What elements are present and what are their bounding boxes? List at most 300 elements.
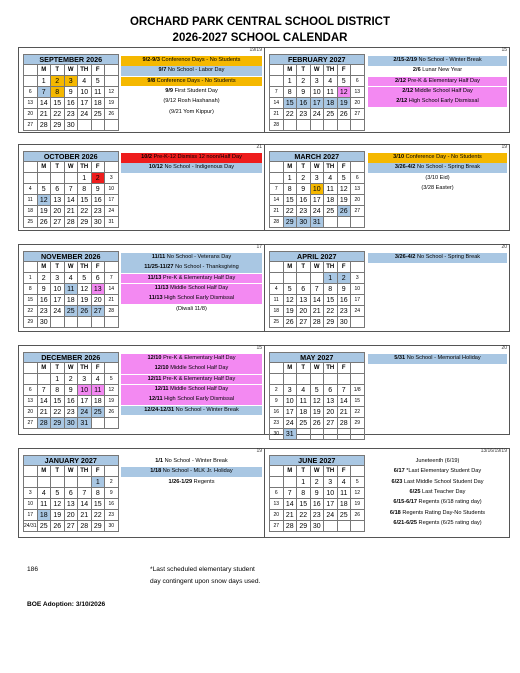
day-cell: 25 bbox=[37, 521, 51, 532]
day-cell: 16 bbox=[37, 295, 51, 306]
day-cell: 23 bbox=[297, 109, 311, 120]
day-cell: 5 bbox=[310, 385, 324, 396]
month-grid bbox=[23, 455, 119, 532]
day-cell: 26 bbox=[310, 418, 324, 429]
event-line bbox=[121, 294, 262, 304]
day-cell: 16 bbox=[64, 396, 78, 407]
day-cell: 3 bbox=[51, 273, 65, 284]
day-count: 13/16/19/19 bbox=[480, 448, 507, 454]
month-panel bbox=[19, 449, 264, 537]
day-cell: 24 bbox=[105, 206, 119, 217]
day-cell: 31 bbox=[105, 217, 119, 228]
day-cell bbox=[324, 429, 338, 440]
day-cell: 22 bbox=[91, 510, 105, 521]
footnote-line-1: *Last scheduled elementary student bbox=[150, 566, 255, 573]
event-line bbox=[368, 457, 507, 467]
day-cell: 5 bbox=[51, 488, 65, 499]
event-line bbox=[368, 253, 507, 263]
day-cell: 15 bbox=[351, 396, 365, 407]
day-cell bbox=[310, 429, 324, 440]
day-cell: 2 bbox=[337, 273, 351, 284]
event-text: Regents (6/25 rating day) bbox=[418, 519, 482, 526]
day-cell: 25 bbox=[337, 510, 351, 521]
day-cell: 29 bbox=[51, 120, 65, 131]
event-date: 3/26-4/2 bbox=[394, 254, 416, 260]
day-cell: 10 bbox=[51, 284, 65, 295]
day-cell: 19 bbox=[310, 407, 324, 418]
day-cell: 12 bbox=[351, 488, 365, 499]
day-cell: 8 bbox=[51, 87, 65, 98]
day-cell: 21 bbox=[283, 510, 297, 521]
weekday-header: TH bbox=[78, 162, 92, 173]
event-date: 3/10 bbox=[393, 154, 405, 160]
day-cell: 7 bbox=[78, 488, 92, 499]
day-cell bbox=[270, 477, 284, 488]
month-name: OCTOBER 2026 bbox=[24, 152, 119, 162]
day-cell: 11 bbox=[37, 499, 51, 510]
day-cell: 23 bbox=[64, 109, 78, 120]
day-cell bbox=[24, 173, 38, 184]
weekday-header: TH bbox=[324, 162, 338, 173]
event-text: Pre-K & Elementary Half Day bbox=[162, 274, 236, 281]
weekday-header: W bbox=[64, 65, 78, 76]
event-date: 2/12 bbox=[402, 87, 414, 94]
day-cell: 13 bbox=[270, 499, 284, 510]
day-cell: 20 bbox=[24, 109, 38, 120]
day-cell: 18 bbox=[337, 499, 351, 510]
day-cell: 3 bbox=[24, 488, 38, 499]
month-panel bbox=[265, 449, 509, 537]
day-cell: 16 bbox=[310, 499, 324, 510]
month-panel bbox=[265, 48, 509, 132]
month-panel bbox=[19, 145, 264, 230]
day-cell: 23 bbox=[297, 206, 311, 217]
weekday-header: W bbox=[310, 466, 324, 477]
day-cell: 18 bbox=[324, 98, 338, 109]
day-cell: 30 bbox=[64, 120, 78, 131]
day-cell: 21 bbox=[310, 306, 324, 317]
day-cell: 4 bbox=[91, 374, 105, 385]
event-line bbox=[368, 467, 507, 477]
event-text: Juneteenth (6/19) bbox=[415, 458, 460, 464]
day-cell: 1 bbox=[324, 273, 338, 284]
boe-adoption: BOE Adoption: 3/10/2026 bbox=[27, 601, 106, 608]
day-cell: 6 bbox=[51, 184, 65, 195]
event-line bbox=[121, 97, 262, 107]
day-cell: 9 bbox=[297, 184, 311, 195]
day-cell: 19 bbox=[105, 396, 119, 407]
day-cell bbox=[78, 120, 92, 131]
day-cell: 5 bbox=[337, 173, 351, 184]
event-text: Middle School Half Day bbox=[170, 365, 229, 372]
day-cell: 12 bbox=[337, 184, 351, 195]
event-date: 6/17 bbox=[393, 468, 405, 475]
event-date: 1/18 bbox=[150, 468, 162, 475]
event-line bbox=[368, 354, 507, 364]
day-cell bbox=[270, 374, 284, 385]
day-cell: 6 bbox=[91, 273, 105, 284]
day-cell: 28 bbox=[105, 306, 119, 317]
day-cell bbox=[324, 374, 338, 385]
day-cell: 13 bbox=[351, 184, 365, 195]
month-name: JANUARY 2027 bbox=[24, 456, 119, 466]
weekday-header: F bbox=[337, 162, 351, 173]
event-text: High School Early Dismissal bbox=[408, 98, 479, 105]
day-cell: 22 bbox=[297, 510, 311, 521]
day-cell: 2 bbox=[297, 76, 311, 87]
day-cell: 28 bbox=[64, 217, 78, 228]
event-date: 2/6 bbox=[412, 67, 421, 74]
day-cell: 9 bbox=[270, 396, 284, 407]
day-count: 21 bbox=[256, 144, 262, 150]
day-cell: 19 bbox=[337, 98, 351, 109]
day-count: 15 bbox=[501, 47, 507, 53]
event-text: Regents (6/18 rating day) bbox=[418, 499, 482, 506]
event-date: 9/7 bbox=[158, 67, 167, 74]
day-cell bbox=[64, 173, 78, 184]
day-cell: 4 bbox=[337, 477, 351, 488]
day-cell bbox=[51, 173, 65, 184]
day-cell: 23 bbox=[270, 418, 284, 429]
day-cell: 31 bbox=[310, 217, 324, 228]
event-date: 6/21-6/25 bbox=[393, 519, 417, 526]
day-cell bbox=[351, 374, 365, 385]
day-cell: 2 bbox=[105, 477, 119, 488]
day-count: 20 bbox=[501, 244, 507, 250]
day-cell: 25 bbox=[91, 407, 105, 418]
event-line bbox=[368, 56, 507, 66]
day-cell: 12 bbox=[105, 87, 119, 98]
day-cell: 24 bbox=[351, 306, 365, 317]
day-cell bbox=[91, 120, 105, 131]
day-cell: 18 bbox=[64, 295, 78, 306]
event-date: 6/18 bbox=[389, 509, 401, 516]
month-name: NOVEMBER 2026 bbox=[24, 252, 119, 262]
day-cell: 20 bbox=[24, 407, 38, 418]
day-cell: 19 bbox=[105, 98, 119, 109]
day-cell: 15 bbox=[297, 499, 311, 510]
calendar-row bbox=[18, 47, 510, 133]
day-cell: 30 bbox=[105, 521, 119, 532]
month-grid bbox=[269, 151, 365, 228]
day-cell: 4 bbox=[37, 488, 51, 499]
day-cell bbox=[283, 120, 297, 131]
day-cell: 4 bbox=[324, 76, 338, 87]
weekday-header: F bbox=[91, 162, 105, 173]
event-text: No School - Indigenous Day bbox=[164, 164, 235, 171]
event-text: (3/10 Eid) bbox=[425, 174, 450, 181]
calendar-row bbox=[18, 144, 510, 231]
month-grid bbox=[269, 54, 365, 131]
event-line bbox=[121, 467, 262, 477]
weekday-header: M bbox=[283, 262, 297, 273]
day-cell: 13 bbox=[24, 98, 38, 109]
weekday-header: W bbox=[310, 162, 324, 173]
day-cell: 17 bbox=[24, 510, 38, 521]
day-cell bbox=[24, 374, 38, 385]
day-cell: 26 bbox=[78, 306, 92, 317]
day-cell: 30 bbox=[37, 317, 51, 328]
day-cell: 13 bbox=[351, 87, 365, 98]
day-cell: 26 bbox=[51, 521, 65, 532]
day-cell: 6 bbox=[324, 385, 338, 396]
day-cell: 5 bbox=[337, 76, 351, 87]
event-text: Middle School Half Day bbox=[414, 87, 473, 94]
day-cell: 17 bbox=[51, 295, 65, 306]
day-cell: 30 bbox=[270, 429, 284, 440]
day-cell: 2 bbox=[37, 273, 51, 284]
event-date: 6/15-6/17 bbox=[393, 499, 417, 506]
day-cell: 22 bbox=[24, 306, 38, 317]
month-name: SEPTEMBER 2026 bbox=[24, 55, 119, 65]
event-date: 2/12 bbox=[395, 77, 406, 84]
day-cell: 14 bbox=[337, 396, 351, 407]
day-cell: 9 bbox=[64, 385, 78, 396]
day-cell: 15 bbox=[283, 98, 297, 109]
day-count: 15 bbox=[256, 345, 262, 351]
day-cell: 27 bbox=[297, 317, 311, 328]
day-cell: 29 bbox=[324, 317, 338, 328]
day-cell bbox=[310, 120, 324, 131]
day-cell: 16 bbox=[105, 499, 119, 510]
weekday-header: M bbox=[37, 262, 51, 273]
calendar-row bbox=[18, 244, 510, 332]
weekday-header: TH bbox=[78, 363, 92, 374]
day-cell: 13 bbox=[64, 499, 78, 510]
event-text: Last Middle School Student Day bbox=[403, 478, 484, 485]
event-date: 6/25 bbox=[409, 488, 421, 495]
event-text: No School - Winter Break bbox=[175, 406, 239, 413]
day-cell: 23 bbox=[37, 306, 51, 317]
weekday-header: W bbox=[310, 65, 324, 76]
footnote-line-2: day contingent upon snow days used. bbox=[150, 578, 261, 585]
event-text: Lunar New Year bbox=[422, 67, 463, 74]
day-cell: 5 bbox=[37, 184, 51, 195]
day-cell bbox=[297, 374, 311, 385]
day-cell: 21 bbox=[37, 109, 51, 120]
day-cell: 9 bbox=[91, 184, 105, 195]
event-line bbox=[121, 457, 262, 467]
weekday-header: TH bbox=[78, 65, 92, 76]
day-cell: 24 bbox=[310, 206, 324, 217]
weekday-header: TH bbox=[324, 363, 338, 374]
day-cell: 15 bbox=[91, 499, 105, 510]
event-text: High School Early Dismissal bbox=[164, 295, 235, 302]
day-cell bbox=[337, 217, 351, 228]
day-cell: 23 bbox=[91, 206, 105, 217]
day-cell: 12 bbox=[283, 295, 297, 306]
day-cell: 24 bbox=[283, 418, 297, 429]
day-cell: 17 bbox=[283, 407, 297, 418]
event-line bbox=[368, 163, 507, 173]
event-text: Pre-K & Elementary Half Day bbox=[162, 375, 236, 382]
day-count: 19 bbox=[256, 448, 262, 454]
event-text: (9/12 Rosh Hashanah) bbox=[163, 98, 220, 105]
event-date: 2/12 bbox=[396, 98, 408, 105]
day-cell bbox=[337, 120, 351, 131]
day-cell: 2 bbox=[64, 374, 78, 385]
day-cell: 30 bbox=[310, 521, 324, 532]
day-cell: 24 bbox=[324, 510, 338, 521]
day-cell: 3 bbox=[105, 173, 119, 184]
event-text: Conference Days - No Students bbox=[161, 57, 241, 63]
day-cell bbox=[78, 317, 92, 328]
day-cell: 19 bbox=[283, 306, 297, 317]
day-cell: 21 bbox=[105, 295, 119, 306]
day-cell: 1 bbox=[51, 374, 65, 385]
weekday-header: T bbox=[297, 262, 311, 273]
day-cell: 21 bbox=[64, 206, 78, 217]
day-cell: 24 bbox=[310, 109, 324, 120]
month-grid bbox=[269, 251, 365, 328]
event-text: No School - Winter Break bbox=[418, 57, 482, 63]
day-cell: 2 bbox=[51, 76, 65, 87]
day-cell: 19 bbox=[37, 206, 51, 217]
day-cell: 7 bbox=[283, 488, 297, 499]
event-text: No School - Thanksgiving bbox=[175, 264, 239, 271]
day-cell bbox=[283, 477, 297, 488]
day-cell: 13 bbox=[297, 295, 311, 306]
day-cell: 26 bbox=[337, 109, 351, 120]
day-cell: 1 bbox=[297, 477, 311, 488]
event-text: No School - Winter Break bbox=[164, 458, 228, 464]
weekday-header: T bbox=[51, 466, 65, 477]
day-cell: 6 bbox=[24, 385, 38, 396]
day-cell: 18 bbox=[270, 306, 284, 317]
weekday-header: T bbox=[51, 363, 65, 374]
day-cell bbox=[297, 429, 311, 440]
calendar-row bbox=[18, 448, 510, 538]
weekday-header: TH bbox=[324, 65, 338, 76]
day-cell: 10 bbox=[310, 184, 324, 195]
event-text: No School - Memorial Holiday bbox=[406, 355, 481, 361]
event-text: High School Early Dismissal bbox=[164, 396, 235, 403]
day-cell: 3 bbox=[283, 385, 297, 396]
day-cell: 2 bbox=[91, 173, 105, 184]
day-cell: 8 bbox=[324, 284, 338, 295]
day-cell: 13 bbox=[24, 396, 38, 407]
day-cell bbox=[105, 418, 119, 429]
day-cell: 25 bbox=[64, 306, 78, 317]
day-cell: 28 bbox=[283, 521, 297, 532]
day-cell: 27 bbox=[24, 120, 38, 131]
day-cell: 10 bbox=[78, 385, 92, 396]
day-cell bbox=[351, 217, 365, 228]
day-cell: 29 bbox=[51, 418, 65, 429]
day-cell: 1 bbox=[91, 477, 105, 488]
day-cell bbox=[310, 273, 324, 284]
day-cell: 20 bbox=[51, 206, 65, 217]
day-cell bbox=[64, 477, 78, 488]
weekday-header: M bbox=[283, 466, 297, 477]
day-cell: 24 bbox=[78, 407, 92, 418]
day-cell: 25 bbox=[297, 418, 311, 429]
day-cell: 5 bbox=[91, 76, 105, 87]
day-cell: 20 bbox=[91, 295, 105, 306]
day-cell: 25 bbox=[270, 317, 284, 328]
event-line bbox=[121, 163, 262, 173]
day-cell: 22 bbox=[51, 109, 65, 120]
event-text: No School - MLK Jr. Holiday bbox=[162, 468, 233, 475]
day-cell: 15 bbox=[51, 98, 65, 109]
calendar-row bbox=[18, 345, 510, 438]
day-cell: 6 bbox=[351, 173, 365, 184]
calendar-title: 2026-2027 SCHOOL CALENDAR bbox=[172, 32, 348, 44]
day-cell bbox=[351, 521, 365, 532]
event-line bbox=[368, 498, 507, 508]
weekday-header: T bbox=[297, 162, 311, 173]
day-cell: 20 bbox=[324, 407, 338, 418]
event-line bbox=[121, 385, 262, 395]
event-line bbox=[368, 153, 507, 163]
day-cell: 22 bbox=[283, 206, 297, 217]
day-cell: 28 bbox=[270, 217, 284, 228]
day-cell: 3 bbox=[351, 273, 365, 284]
day-cell: 27 bbox=[51, 217, 65, 228]
event-date: 11/13 bbox=[154, 284, 169, 291]
day-cell: 17 bbox=[78, 98, 92, 109]
day-cell: 18 bbox=[37, 510, 51, 521]
day-cell: 16 bbox=[64, 98, 78, 109]
day-cell: 25 bbox=[324, 109, 338, 120]
day-cell: 10 bbox=[78, 87, 92, 98]
day-cell: 22 bbox=[324, 306, 338, 317]
event-line bbox=[121, 77, 262, 87]
event-line bbox=[368, 77, 507, 87]
event-text: No School - Labor Day bbox=[167, 67, 225, 74]
day-cell: 14 bbox=[64, 195, 78, 206]
event-text: No School - Spring Break bbox=[416, 254, 481, 260]
event-line bbox=[121, 375, 262, 385]
weekday-header: F bbox=[91, 466, 105, 477]
day-cell: 22 bbox=[351, 407, 365, 418]
day-cell: 14 bbox=[270, 98, 284, 109]
month-grid bbox=[269, 455, 365, 532]
day-cell: 8 bbox=[91, 488, 105, 499]
day-cell bbox=[105, 317, 119, 328]
total-days: 186 bbox=[27, 566, 39, 573]
day-cell: 27 bbox=[324, 418, 338, 429]
event-line bbox=[368, 184, 507, 194]
day-cell bbox=[37, 173, 51, 184]
event-line bbox=[121, 87, 262, 97]
event-line bbox=[121, 263, 262, 273]
day-cell: 18 bbox=[91, 98, 105, 109]
day-cell: 1 bbox=[37, 76, 51, 87]
day-cell: 15 bbox=[283, 195, 297, 206]
weekday-header: F bbox=[91, 262, 105, 273]
day-cell: 20 bbox=[297, 306, 311, 317]
day-cell: 13 bbox=[324, 396, 338, 407]
day-cell: 29 bbox=[91, 521, 105, 532]
day-cell: 28 bbox=[270, 120, 284, 131]
month-grid bbox=[23, 251, 119, 328]
month-panel bbox=[19, 346, 264, 434]
day-cell: 29 bbox=[351, 418, 365, 429]
day-cell: 15 bbox=[324, 295, 338, 306]
month-grid bbox=[269, 352, 365, 440]
weekday-header: W bbox=[64, 363, 78, 374]
event-text: No School - Spring Break bbox=[416, 164, 481, 171]
day-cell: 17 bbox=[310, 195, 324, 206]
day-cell: 3 bbox=[78, 374, 92, 385]
event-line bbox=[368, 97, 507, 107]
event-line bbox=[121, 284, 262, 294]
day-cell: 11 bbox=[270, 295, 284, 306]
day-cell: 4 bbox=[324, 173, 338, 184]
day-cell: 1 bbox=[283, 173, 297, 184]
day-cell bbox=[24, 76, 38, 87]
